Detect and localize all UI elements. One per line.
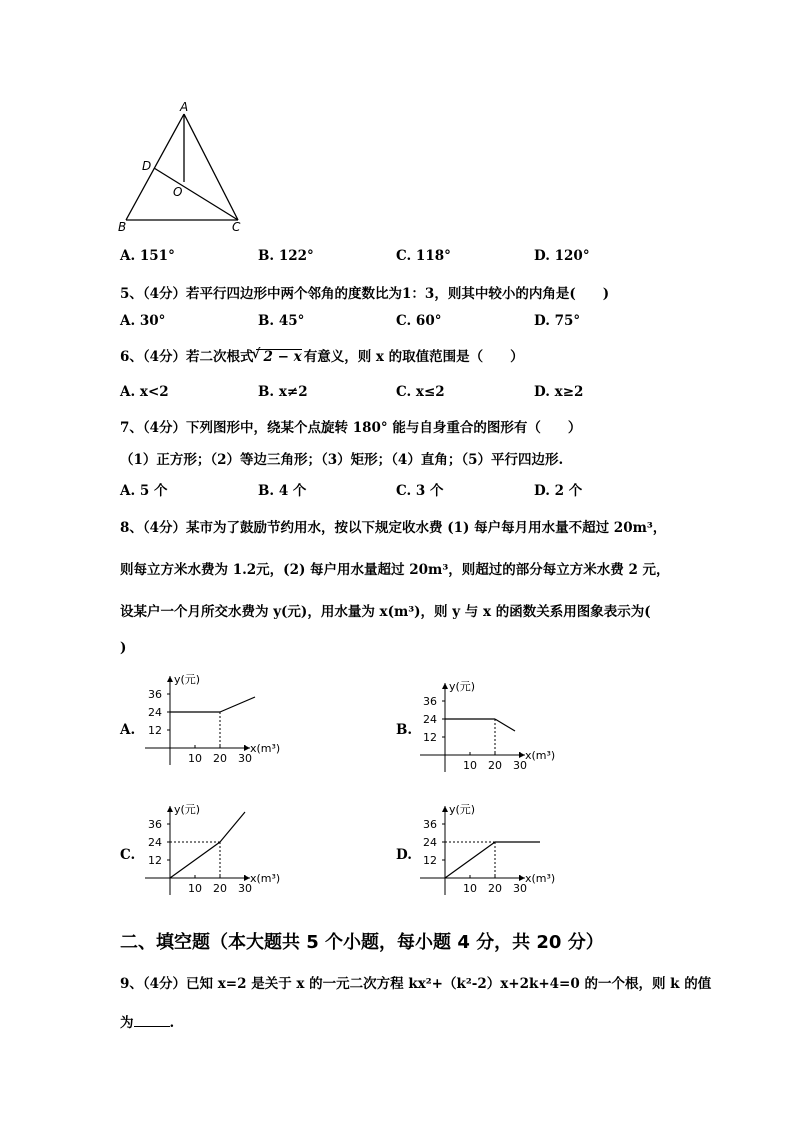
triangle-figure — [110, 98, 260, 238]
q8-line-2: 则每立方米水费为 1.2元，(2) 每户用水量超过 20m³，则超过的部分每立方米水费 2 元， — [120, 562, 670, 578]
q5-stem: 5、（4分）若平行四边形中两个邻角的度数比为1：3，则其中较小的内角是( ) — [120, 286, 610, 302]
label-b: B — [118, 220, 127, 234]
x-tick-label: 30 — [513, 759, 527, 772]
y-tick-label: 36 — [423, 818, 437, 831]
edge-ac — [184, 114, 238, 220]
q7-option-d[interactable]: D. 2 个 — [534, 483, 583, 499]
edge-ab — [126, 114, 184, 220]
y-tick-label: 12 — [148, 724, 162, 737]
q6-option-d[interactable]: D. x≥2 — [534, 384, 584, 400]
q8-line-3: 设某户一个月所交水费为 y(元)，用水量为 x(m³)，则 y 与 x 的函数关系用图象表示为( — [120, 604, 651, 620]
label-d: D — [142, 159, 152, 173]
q5-option-c[interactable]: C. 60° — [396, 313, 442, 329]
x-tick-label: 20 — [213, 882, 227, 895]
q9-line-1: 9、（4分）已知 x=2 是关于 x 的一元二次方程 kx²+（k²-2）x+2k+4=0 的一个根，则 k 的值 — [120, 976, 712, 992]
function-segment — [495, 719, 515, 731]
y-axis-label: y(元) — [174, 673, 201, 686]
x-tick-label: 30 — [238, 752, 252, 765]
x-tick-label: 30 — [238, 882, 252, 895]
y-axis-arrow — [442, 806, 448, 812]
q4-option-a[interactable]: A. 151° — [120, 248, 175, 264]
graph-c[interactable] — [140, 800, 290, 900]
q7-option-b[interactable]: B. 4 个 — [258, 483, 307, 499]
q4-option-d[interactable]: D. 120° — [534, 248, 590, 264]
x-tick-label: 20 — [488, 759, 502, 772]
y-tick-label: 36 — [423, 695, 437, 708]
x-axis-label: x(m³) — [525, 872, 556, 885]
x-tick-label: 20 — [488, 882, 502, 895]
graph-option-b-label[interactable]: B. — [396, 722, 413, 738]
q7-items: （1）正方形；（2）等边三角形；（3）矩形；（4）直角；（5）平行四边形. — [120, 452, 564, 468]
x-tick-label: 10 — [463, 759, 477, 772]
q6-option-a[interactable]: A. x<2 — [120, 384, 169, 400]
x-tick-label: 10 — [188, 882, 202, 895]
q7-option-c[interactable]: C. 3 个 — [396, 483, 444, 499]
y-axis-label: y(元) — [174, 803, 201, 816]
y-axis-arrow — [167, 676, 173, 682]
q8-line-1: 8、（4分）某市为了鼓励节约用水，按以下规定收水费 (1) 每户每月用水量不超过 20m³， — [120, 520, 667, 536]
x-tick-label: 20 — [213, 752, 227, 765]
graph-option-c-label[interactable]: C. — [120, 847, 136, 863]
y-tick-label: 24 — [423, 836, 437, 849]
graph-b[interactable] — [415, 677, 565, 777]
label-c: C — [232, 220, 241, 234]
graph-option-a-label[interactable]: A. — [120, 722, 136, 738]
y-tick-label: 12 — [148, 854, 162, 867]
label-a: A — [180, 100, 189, 114]
radical-expression: √ 2 − x — [256, 349, 302, 364]
q6-stem: 6、（4分）若二次根式√ 2 − x 有意义，则 x 的取值范围是（ ） — [120, 345, 524, 365]
answer-blank[interactable] — [134, 1014, 170, 1027]
q7-stem: 7、（4分）下列图形中，绕某个点旋转 180° 能与自身重合的图形有（ ） — [120, 420, 582, 436]
function-segment — [170, 842, 220, 878]
x-axis-label: x(m³) — [525, 749, 556, 762]
y-axis-label: y(元) — [449, 803, 476, 816]
x-axis-label: x(m³) — [250, 742, 281, 755]
q9-line-2: 为 . — [120, 1015, 175, 1031]
y-tick-label: 24 — [423, 713, 437, 726]
x-tick-label: 30 — [513, 882, 527, 895]
q6-option-c[interactable]: C. x≤2 — [396, 384, 445, 400]
q4-option-c[interactable]: C. 118° — [396, 248, 451, 264]
graph-a[interactable] — [140, 670, 290, 770]
graph-option-d-label[interactable]: D. — [396, 847, 412, 863]
x-tick-label: 10 — [463, 882, 477, 895]
y-tick-label: 12 — [423, 731, 437, 744]
label-o: O — [173, 185, 183, 199]
q5-option-b[interactable]: B. 45° — [258, 313, 305, 329]
x-tick-label: 10 — [188, 752, 202, 765]
q8-line-4: ) — [120, 640, 127, 656]
y-axis-label: y(元) — [449, 680, 476, 693]
q5-option-d[interactable]: D. 75° — [534, 313, 581, 329]
y-axis-arrow — [167, 806, 173, 812]
x-axis-label: x(m³) — [250, 872, 281, 885]
y-tick-label: 36 — [148, 818, 162, 831]
function-segment — [220, 697, 255, 712]
section-2-title: 二、填空题（本大题共 5 个小题，每小题 4 分，共 20 分） — [120, 932, 604, 953]
q7-option-a[interactable]: A. 5 个 — [120, 483, 168, 499]
graph-d[interactable] — [415, 800, 565, 900]
function-segment — [220, 812, 245, 842]
y-tick-label: 36 — [148, 688, 162, 701]
q4-option-b[interactable]: B. 122° — [258, 248, 314, 264]
q6-option-b[interactable]: B. x≠2 — [258, 384, 308, 400]
y-tick-label: 24 — [148, 706, 162, 719]
y-tick-label: 12 — [423, 854, 437, 867]
y-tick-label: 24 — [148, 836, 162, 849]
function-segment — [445, 842, 495, 878]
q5-option-a[interactable]: A. 30° — [120, 313, 166, 329]
y-axis-arrow — [442, 683, 448, 689]
